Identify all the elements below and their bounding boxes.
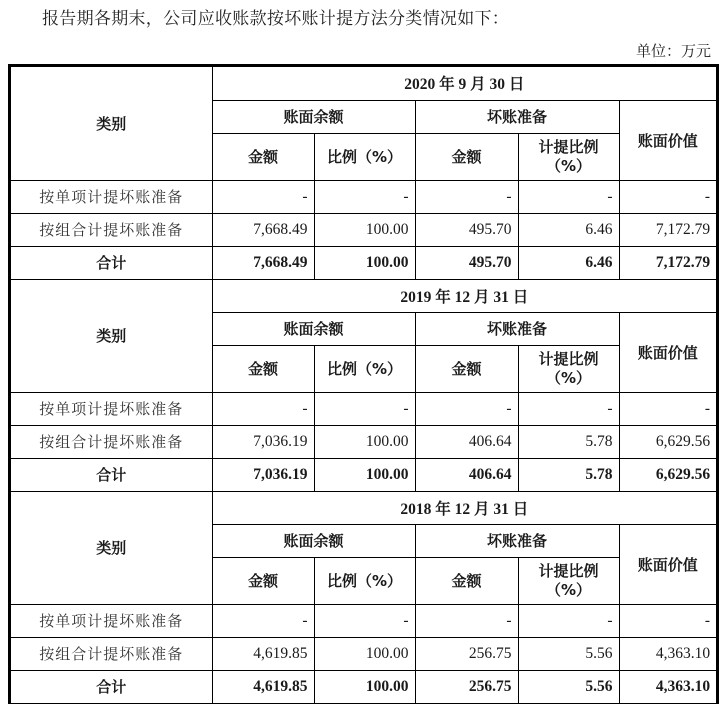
balance-ratio-cell: 100.00 [314,213,415,246]
balance-amount-cell: - [212,392,314,425]
provision-ratio-header-line2: （%） [545,368,592,387]
period-date: 2019 年 12 月 31 日 [212,279,716,312]
balance-amount-header: 金额 [212,557,314,604]
book-value-header: 账面价值 [619,312,716,392]
bad-debt-provision-header: 坏账准备 [415,312,619,345]
balance-amount-cell: 7,036.19 [212,425,314,458]
category-header: 类别 [11,67,212,180]
provision-amount-cell: 256.75 [415,637,518,670]
balance-amount-cell: 4,619.85 [212,637,314,670]
period-date: 2020 年 9 月 30 日 [212,67,716,100]
provision-ratio-header [518,345,619,392]
table-row [11,392,716,425]
balance-ratio-header: 比例（%） [314,557,415,604]
row-category: 按组合计提坏账准备 [11,425,212,458]
total-provision-ratio: 6.46 [518,246,619,279]
book-balance-header: 账面余额 [212,312,415,345]
total-provision-amount: 495.70 [415,246,518,279]
provision-amount-header: 金额 [415,133,518,180]
balance-amount-header: 金额 [212,345,314,392]
balance-ratio-cell: 100.00 [314,637,415,670]
total-row [11,670,716,703]
book-value-cell: - [619,180,716,213]
provision-ratio-header-line1: 计提比例 [538,137,599,156]
book-balance-header: 账面余额 [212,524,415,557]
provision-ratio-header [518,133,619,180]
bad-debt-provision-header: 坏账准备 [415,100,619,133]
provision-amount-cell: - [415,392,518,425]
period-date: 2018 年 12 月 31 日 [212,491,716,524]
table-body [11,67,716,703]
balance-ratio-cell: - [314,180,415,213]
total-balance-ratio: 100.00 [314,458,415,491]
total-balance-amount: 7,668.49 [212,246,314,279]
row-category: 按组合计提坏账准备 [11,213,212,246]
intro-paragraph: 报告期各期末，公司应收账款按坏账计提方法分类情况如下： [42,9,510,28]
book-balance-header: 账面余额 [212,100,415,133]
provision-ratio-cell: 5.78 [518,425,619,458]
receivables-table-container [8,64,719,704]
total-book-value: 4,363.10 [619,670,716,703]
provision-ratio-header-line1: 计提比例 [538,349,599,368]
row-category: 按组合计提坏账准备 [11,637,212,670]
balance-ratio-cell: - [314,392,415,425]
book-value-cell: 4,363.10 [619,637,716,670]
provision-ratio-cell: - [518,180,619,213]
provision-amount-header: 金额 [415,557,518,604]
category-header: 类别 [11,279,212,392]
total-balance-ratio: 100.00 [314,670,415,703]
balance-ratio-header: 比例（%） [314,345,415,392]
balance-ratio-header: 比例（%） [314,133,415,180]
book-value-header: 账面价值 [619,524,716,604]
provision-amount-cell: 406.64 [415,425,518,458]
provision-ratio-cell: - [518,604,619,637]
balance-amount-cell: 7,668.49 [212,213,314,246]
table-row [11,637,716,670]
total-row [11,246,716,279]
block-date-row [11,67,716,100]
row-category: 按单项计提坏账准备 [11,180,212,213]
block-date-row [11,491,716,524]
total-book-value: 7,172.79 [619,246,716,279]
table-row [11,604,716,637]
total-row [11,458,716,491]
total-balance-amount: 7,036.19 [212,458,314,491]
provision-amount-cell: - [415,604,518,637]
total-book-value: 6,629.56 [619,458,716,491]
table-row [11,213,716,246]
book-value-header: 账面价值 [619,100,716,180]
provision-amount-cell: 495.70 [415,213,518,246]
receivables-bad-debt-table [11,67,716,704]
total-provision-amount: 406.64 [415,458,518,491]
row-category: 按单项计提坏账准备 [11,392,212,425]
provision-ratio-header-line2: （%） [545,580,592,599]
balance-amount-cell: - [212,604,314,637]
total-label: 合计 [11,458,212,491]
provision-ratio-cell: 5.56 [518,637,619,670]
provision-ratio-header-line1: 计提比例 [538,561,599,580]
table-row [11,425,716,458]
book-value-cell: - [619,392,716,425]
total-balance-ratio: 100.00 [314,246,415,279]
balance-amount-cell: - [212,180,314,213]
table-row [11,180,716,213]
provision-ratio-header-line2: （%） [545,156,592,175]
balance-amount-header: 金额 [212,133,314,180]
block-date-row [11,279,716,312]
provision-ratio-header [518,557,619,604]
total-balance-amount: 4,619.85 [212,670,314,703]
provision-ratio-cell: - [518,392,619,425]
provision-amount-cell: - [415,180,518,213]
book-value-cell: - [619,604,716,637]
total-label: 合计 [11,670,212,703]
total-label: 合计 [11,246,212,279]
provision-ratio-cell: 6.46 [518,213,619,246]
provision-amount-header: 金额 [415,345,518,392]
unit-label: 单位：万元 [635,44,711,60]
balance-ratio-cell: - [314,604,415,637]
bad-debt-provision-header: 坏账准备 [415,524,619,557]
total-provision-ratio: 5.56 [518,670,619,703]
book-value-cell: 7,172.79 [619,213,716,246]
total-provision-ratio: 5.78 [518,458,619,491]
row-category: 按单项计提坏账准备 [11,604,212,637]
balance-ratio-cell: 100.00 [314,425,415,458]
book-value-cell: 6,629.56 [619,425,716,458]
total-provision-amount: 256.75 [415,670,518,703]
category-header: 类别 [11,491,212,604]
